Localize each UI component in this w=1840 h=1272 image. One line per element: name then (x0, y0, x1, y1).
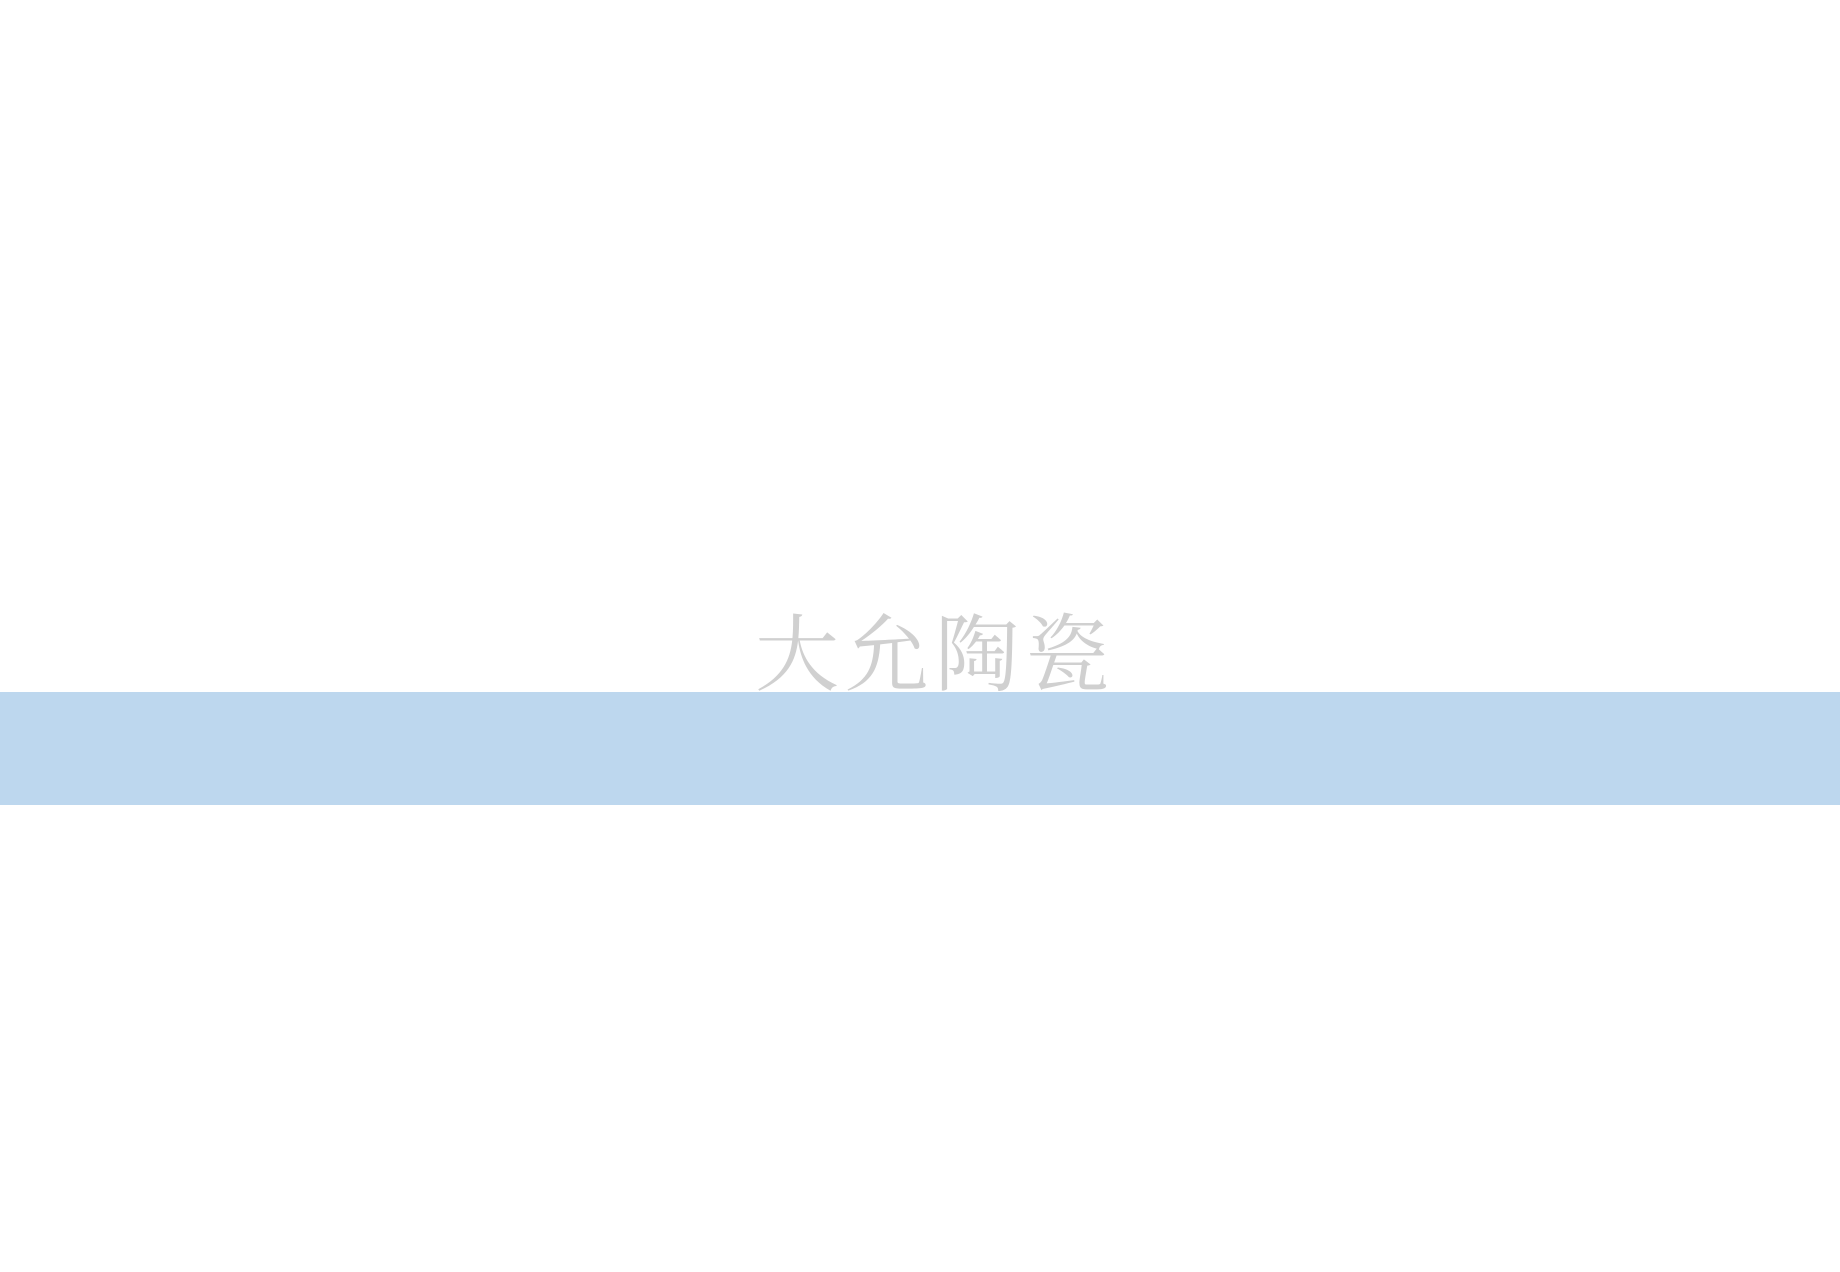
section-banner (0, 692, 1840, 805)
watermark-logo: 大允陶瓷 (755, 606, 1116, 704)
